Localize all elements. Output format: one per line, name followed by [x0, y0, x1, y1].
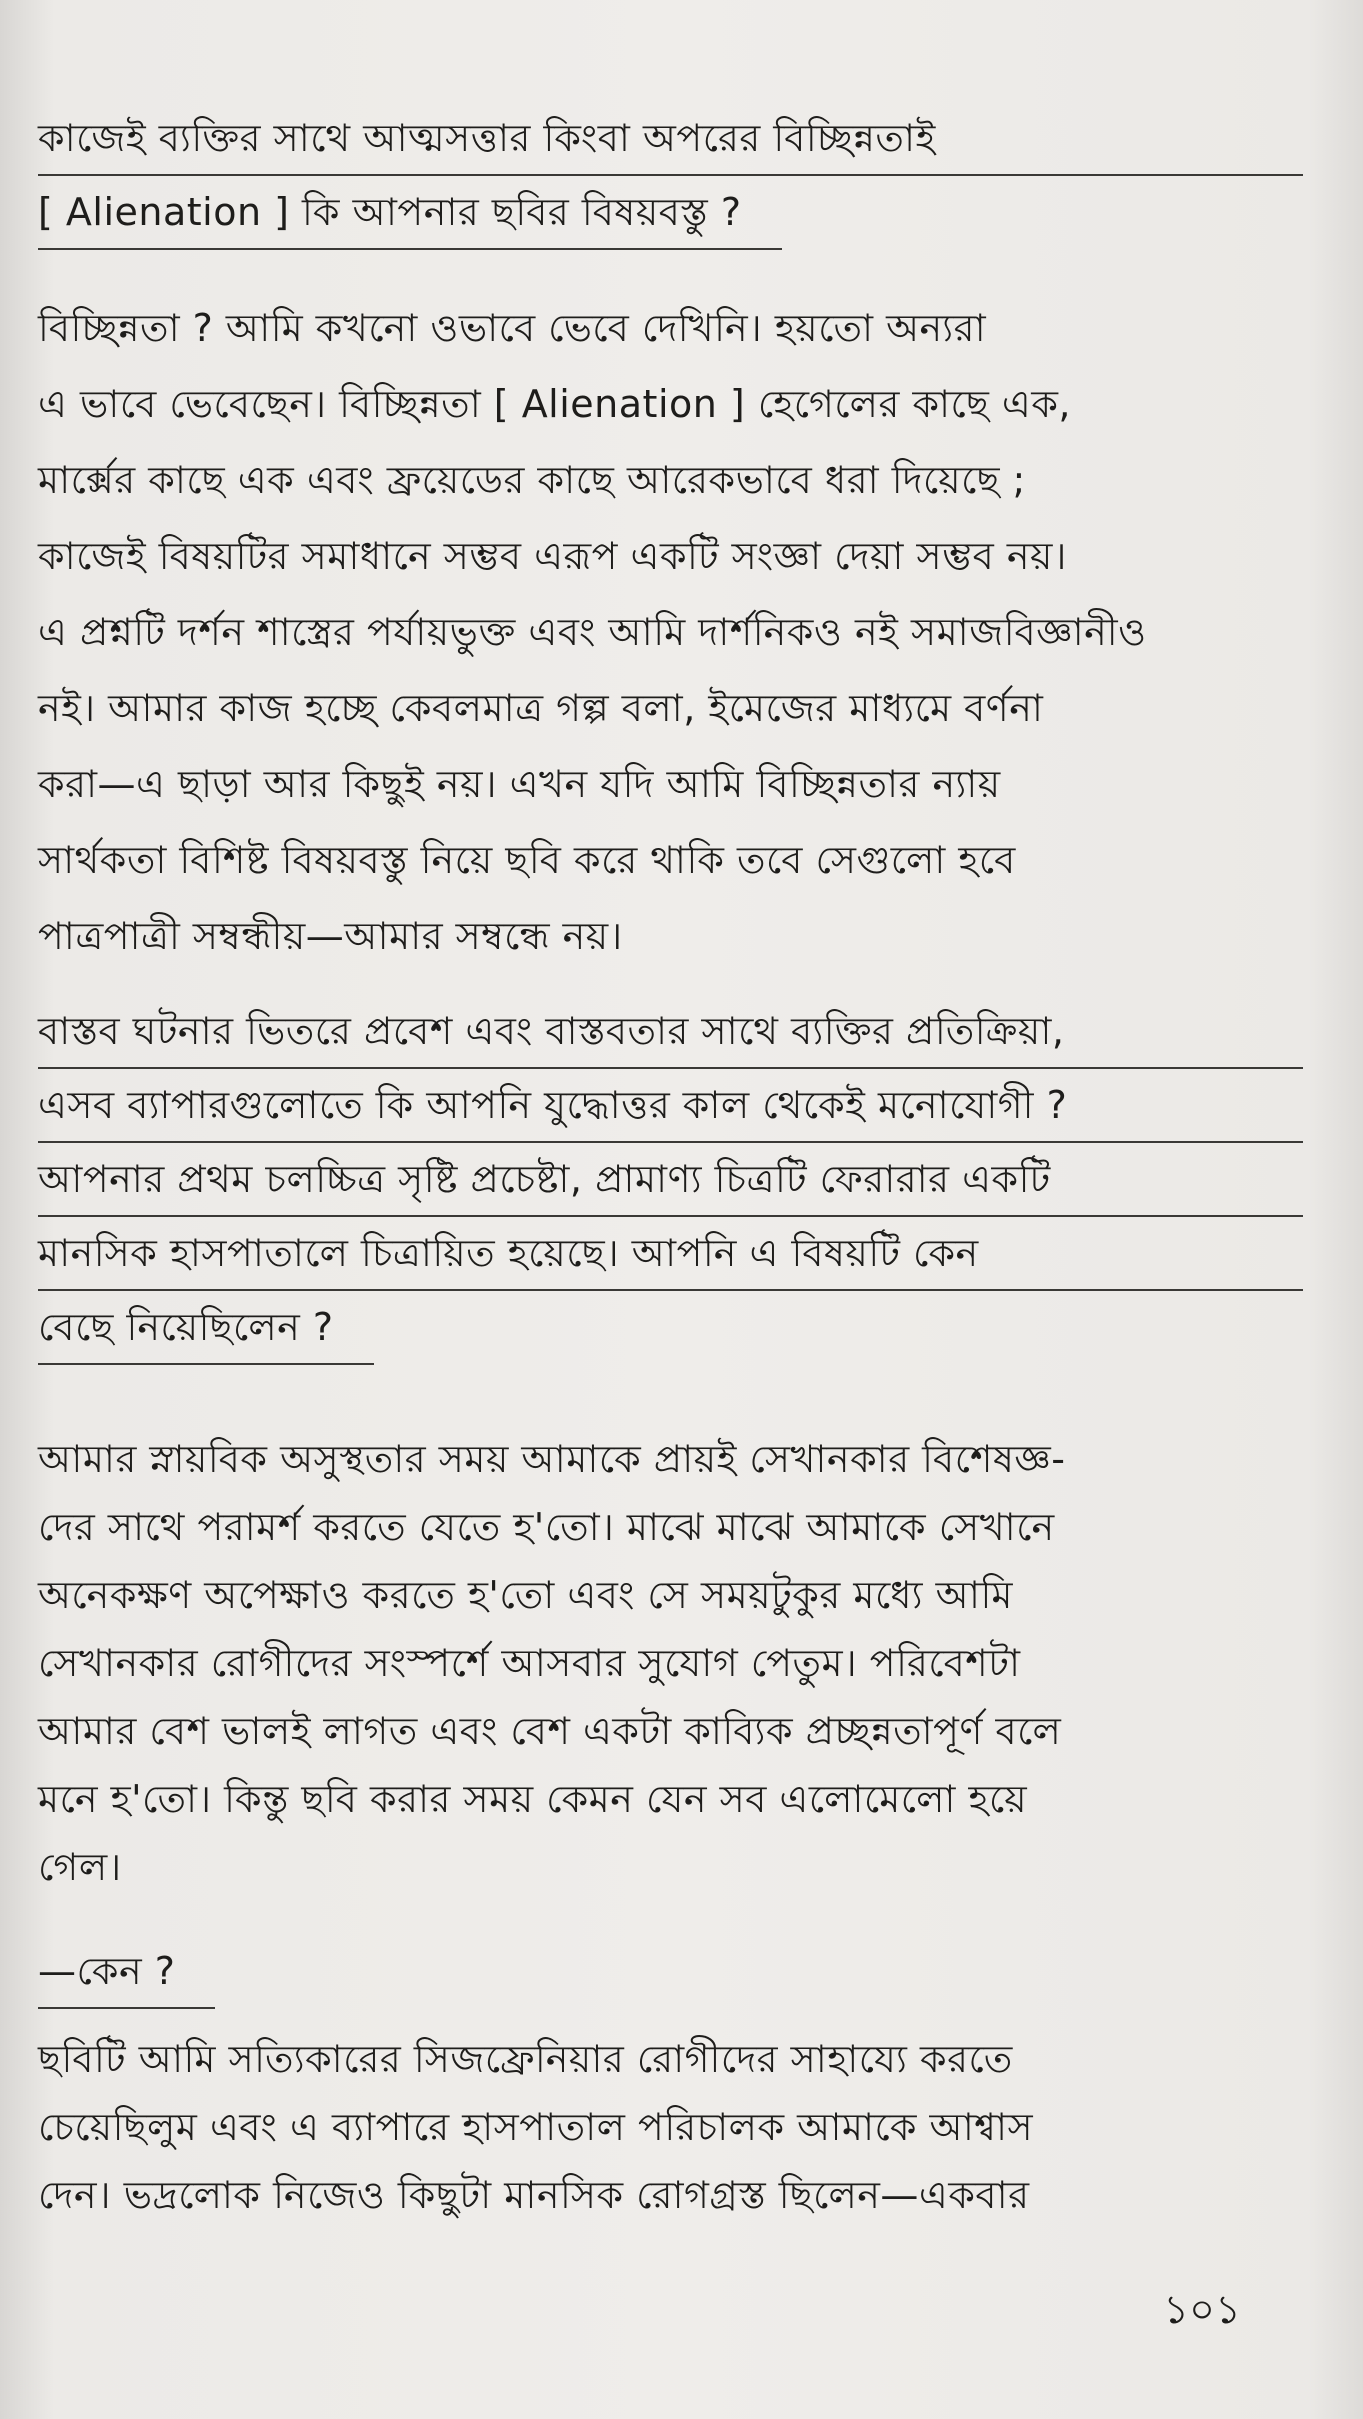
answer-line: সেখানকার রোগীদের সংস্পর্শে আসবার সুযোগ পেতুম। পরিবেশটা [38, 1641, 1021, 1685]
page-number: ১০১ [1163, 2287, 1241, 2333]
answer-line: এ প্রশ্নটি দর্শন শাস্ত্রের পর্যায়ভুক্ত এবং আমি দার্শনিকও নই সমাজবিজ্ঞানীও [38, 610, 1147, 654]
question-line: [ Alienation ] কি আপনার ছবির বিষয়বস্তু ? [38, 176, 782, 250]
question-line: বাস্তব ঘটনার ভিতরে প্রবেশ এবং বাস্তবতার সাথে ব্যক্তির প্রতিক্রিয়া, [38, 995, 1303, 1069]
answer-line: বিচ্ছিন্নতা ? আমি কখনো ওভাবে ভেবে দেখিনি। হয়তো অন্যরা [38, 306, 987, 350]
answer-line: ছবিটি আমি সত্যিকারের সিজফ্রেনিয়ার রোগীদের সাহায্যে করতে [38, 2037, 1013, 2081]
answer-line: পাত্রপাত্রী সম্বন্ধীয়—আমার সম্বন্ধে নয়। [38, 914, 623, 958]
answer-line: সার্থকতা বিশিষ্ট বিষয়বস্তু নিয়ে ছবি করে থাকি তবে সেগুলো হবে [38, 838, 1016, 882]
question-line: আপনার প্রথম চলচ্চিত্র সৃষ্টি প্রচেষ্টা, প্রামাণ্য চিত্রটি ফেরারার একটি [38, 1143, 1303, 1217]
question-line: মানসিক হাসপাতালে চিত্রায়িত হয়েছে। আপনি এ বিষয়টি কেন [38, 1217, 1303, 1291]
interview-question-reality [38, 995, 1303, 1365]
question-line: —কেন ? [38, 1935, 215, 2009]
question-line: এসব ব্যাপারগুলোতে কি আপনি যুদ্ধোত্তর কাল থেকেই মনোযোগী ? [38, 1069, 1303, 1143]
interview-answer-schizophrenia [38, 2025, 1303, 2229]
question-line: বেছে নিয়েছিলেন ? [38, 1291, 374, 1365]
answer-line: কাজেই বিষয়টির সমাধানে সম্ভব এরূপ একটি সংজ্ঞা দেয়া সম্ভব নয়। [38, 534, 1068, 578]
answer-line: গেল। [38, 1845, 122, 1889]
interview-question-why [38, 1935, 1303, 2009]
answer-line: আমার বেশ ভালই লাগত এবং বেশ একটা কাব্যিক প্রচ্ছন্নতাপূর্ণ বলে [38, 1709, 1062, 1753]
answer-line: দের সাথে পরামর্শ করতে যেতে হ'তো। মাঝে মাঝে আমাকে সেখানে [38, 1505, 1055, 1549]
answer-line: দেন। ভদ্রলোক নিজেও কিছুটা মানসিক রোগগ্রস্ত ছিলেন—একবার [38, 2173, 1030, 2217]
question-line: কাজেই ব্যক্তির সাথে আত্মসত্তার কিংবা অপরের বিচ্ছিন্নতাই [38, 102, 1303, 176]
answer-line: নই। আমার কাজ হচ্ছে কেবলমাত্র গল্প বলা, ইমেজের মাধ্যমে বর্ণনা [38, 686, 1044, 730]
answer-line: অনেকক্ষণ অপেক্ষাও করতে হ'তো এবং সে সময়টুকুর মধ্যে আমি [38, 1573, 1013, 1617]
answer-line: চেয়েছিলুম এবং এ ব্যাপারে হাসপাতাল পরিচালক আমাকে আশ্বাস [38, 2105, 1034, 2149]
answer-line: মনে হ'তো। কিন্তু ছবি করার সময় কেমন যেন সব এলোমেলো হয়ে [38, 1777, 1028, 1821]
answer-line: মার্ক্সের কাছে এক এবং ফ্রয়েডের কাছে আরেকভাবে ধরা দিয়েছে ; [38, 458, 1026, 502]
answer-line: করা—এ ছাড়া আর কিছুই নয়। এখন যদি আমি বিচ্ছিন্নতার ন্যায় [38, 762, 1001, 806]
interview-answer-alienation [38, 290, 1303, 974]
answer-line: এ ভাবে ভেবেছেন। বিচ্ছিন্নতা [ Alienation ] হেগেলের কাছে এক, [38, 382, 1071, 426]
interview-question-alienation [38, 102, 1303, 250]
interview-answer-hospital [38, 1425, 1303, 1901]
answer-line: আমার স্নায়বিক অসুস্থতার সময় আমাকে প্রায়ই সেখানকার বিশেষজ্ঞ- [38, 1437, 1066, 1481]
